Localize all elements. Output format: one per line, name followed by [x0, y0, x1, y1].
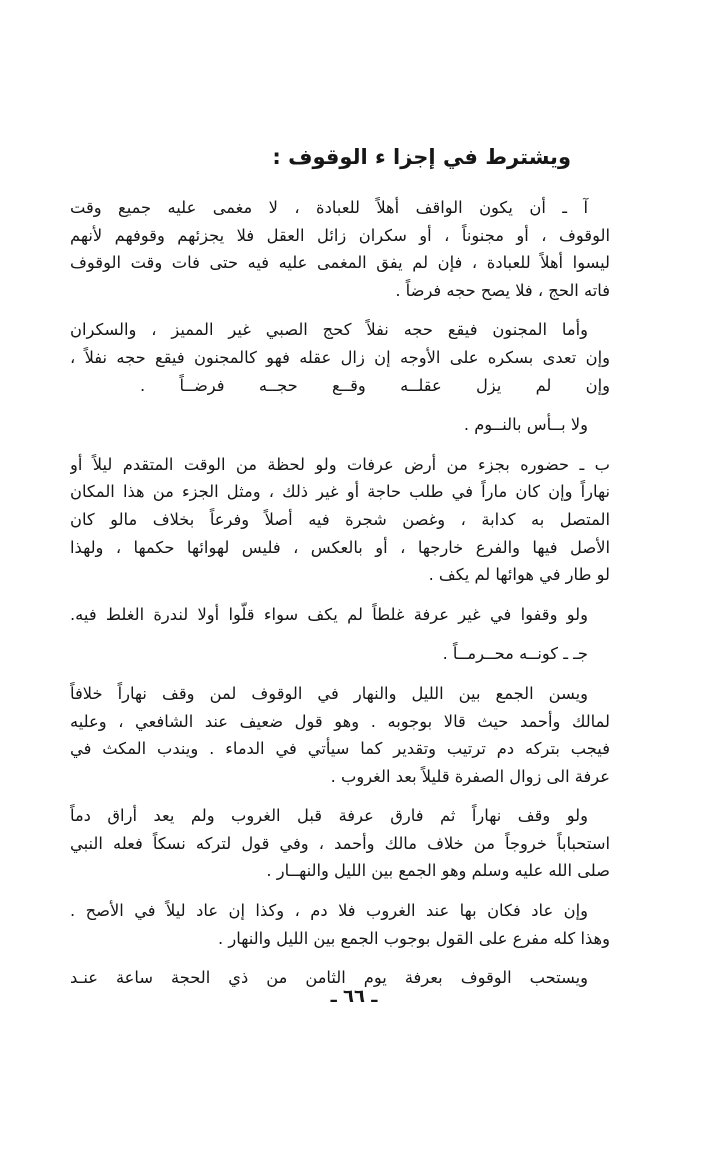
text-line: وإن لم يزل عقلــه وقــع حجــه فرضــاً . — [140, 375, 610, 395]
text-line: الأصل فيها والفرع خارجها ، أو بالعكس ، فليس لهوائها حكمها ، ولهذا — [70, 537, 610, 557]
text-line: فيجب بتركه دم ترتيب وتقدير كما سيأتي في الدماء . ويندب المكث في — [70, 739, 610, 759]
text-line: صلى الله عليه وسلم وهو الجمع بين الليل والنهــار . — [266, 861, 610, 881]
text-line: ويسن الجمع بين الليل والنهار في الوقوف لمن وقف نهاراً خلافاً — [70, 683, 588, 703]
text-line: ولو وقف نهاراً ثم فارق عرفة قبل الغروب ولم يعد أراق دماً — [70, 806, 588, 826]
text-line: ب ـ حضوره بجزء من أرض عرفات ولو لحظة من الوقت المتقدم ليلاً أو — [70, 454, 610, 474]
section-heading: ويشترط في إجزا ء الوقوف : — [272, 145, 571, 169]
paragraph — [70, 316, 610, 399]
paragraph — [70, 451, 610, 589]
paragraph — [70, 601, 610, 629]
text-line: ليسوا أهلاً للعبادة ، فإن لم يفق المغمى عليه فيه حتى فات وقت الوقوف — [70, 253, 610, 273]
paragraph — [70, 411, 610, 439]
text-line: وإن عاد فكان بها عند الغروب فلا دم ، وكذا إن عاد ليلاً في الأصح . — [70, 901, 588, 921]
text-line: الوقوف ، أو مجنوناً ، أو سكران زائل العقل فلا يجزئهم وقوفهم لأنهم — [70, 225, 610, 245]
text-line: ولو وقفوا في غير عرفة غلطاً لم يكف سواء قلّوا أولا لندرة الغلط فيه. — [70, 604, 588, 624]
text-line: جـ ـ كونــه محــرمــاً . — [442, 644, 588, 664]
paragraph — [70, 194, 610, 304]
text-line: وإن تعدى بسكره على الأوجه إن زال عقله فهو كالمجنون فيقع حجه نفلاً ، — [70, 347, 610, 367]
text-line: المتصل به كدابة ، وغصن شجرة فيه أصلاً وفرعاً بخلاف مالو كان — [70, 509, 610, 529]
text-line: وأما المجنون فيقع حجه نفلاً كحج الصبي غير المميز ، والسكران — [70, 320, 588, 340]
text-line: فاته الحج ، فلا يصح حجه فرضاً . — [395, 280, 610, 300]
paragraph — [70, 680, 610, 790]
text-line: آ ـ أن يكون الواقف أهلاً للعبادة ، لا مغمى عليه جميع وقت — [70, 198, 588, 217]
text-line: وهذا كله مفرع على القول بوجوب الجمع بين الليل والنهار . — [218, 928, 610, 948]
paragraph — [70, 802, 610, 885]
text-line: عرفة الى زوال الصفرة قليلاً بعد الغروب . — [330, 766, 610, 786]
page-number: ـ ٦٦ ـ — [330, 986, 378, 1007]
paragraph — [70, 640, 610, 668]
text-line: لمالك وأحمد حيث قالا بوجوبه . وهو قول ضعيف عند الشافعي ، وعليه — [70, 711, 610, 731]
body-text — [70, 194, 610, 992]
text-line: نهاراً وإن كان ماراً في طلب حاجة أو غير ذلك ، ومثل الجزء من هذا المكان — [70, 482, 610, 502]
text-line: لو طار في هوائها لم يكف . — [428, 565, 610, 585]
text-line: ولا بــأس بالنــوم . — [463, 415, 588, 435]
text-line: ويستحب الوقوف بعرفة يوم الثامن من ذي الحجة ساعة عنـد — [70, 968, 588, 988]
text-line: استحباباً خروجاً من خلاف مالك وأحمد ، وفي قول لتركه نسكاً فعله النبي — [70, 833, 610, 853]
paragraph — [70, 897, 610, 952]
